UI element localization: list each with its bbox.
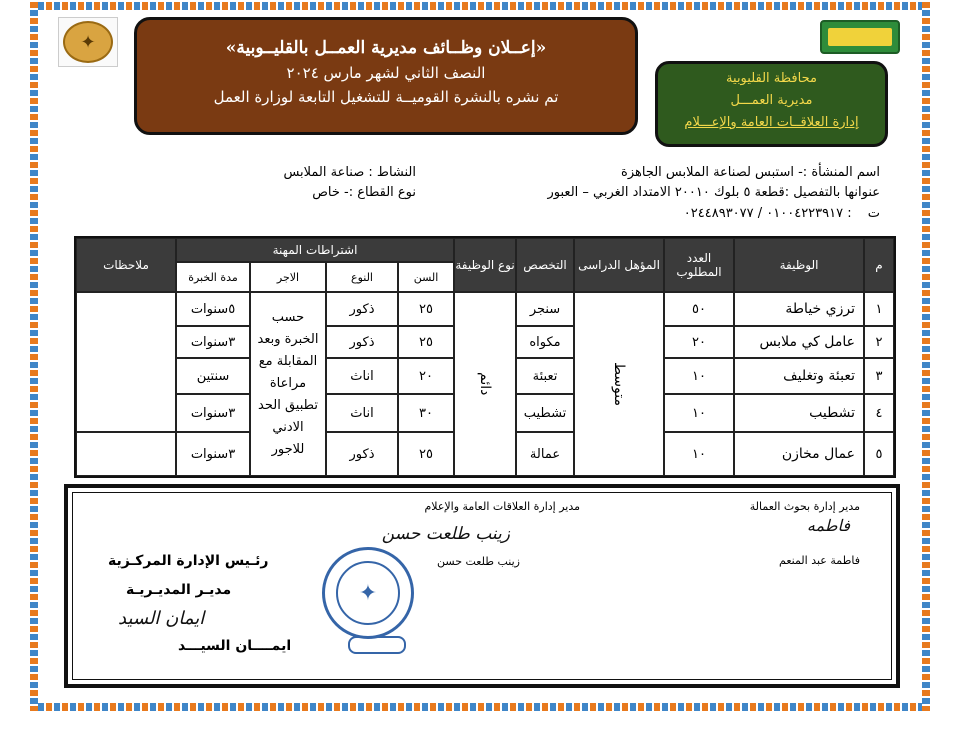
- qualification-merged: [574, 292, 664, 476]
- signature-left-hand: ايمان السيد: [118, 608, 205, 629]
- row-5-specialty: عمالة: [516, 432, 574, 476]
- row-1-count: ٥٠: [664, 292, 734, 326]
- row-1-age: ٢٥: [398, 292, 454, 326]
- governorate-logo-bar: [828, 28, 892, 46]
- row-4-index: ٤: [864, 394, 894, 432]
- signature-right-name: فاطمة عبد المنعم: [779, 554, 860, 567]
- header-specialty: التخصص: [516, 238, 574, 292]
- header-gender: النوع: [326, 262, 398, 292]
- row-3-specialty: تعبئة: [516, 358, 574, 394]
- header-experience: مدة الخبرة: [176, 262, 250, 292]
- header-age: السن: [398, 262, 454, 292]
- row-4-age: ٣٠: [398, 394, 454, 432]
- row-1-job: ترزي خياطة: [734, 292, 864, 326]
- notes-cell-lower: [76, 432, 176, 476]
- row-2-gender: ذكور: [326, 326, 398, 358]
- row-2-job: عامل كي ملابس: [734, 326, 864, 358]
- row-4-experience: ٣سنوات: [176, 394, 250, 432]
- official-stamp-small: [348, 636, 406, 654]
- company-address: عنوانها بالتفصيل :قطعة ٥ بلوك ٢٠٠١٠ الامتداد الغربي – العبور: [547, 185, 880, 200]
- row-5-count: ١٠: [664, 432, 734, 476]
- header-notes: ملاحظات: [76, 238, 176, 292]
- signature-right-title: مدير إدارة بحوث العمالة: [749, 500, 860, 513]
- banner-subtitle: النصف الثاني لشهر مارس ٢٠٢٤: [286, 64, 486, 82]
- company-name: اسم المنشأة :- استبس لصناعة الملابس الجاهزة: [621, 165, 880, 180]
- decorative-border-top: [30, 2, 930, 10]
- notes-cell-upper: [76, 292, 176, 432]
- announcement-banner: [134, 17, 638, 135]
- header-qualification: المؤهل الدراسى: [574, 238, 664, 292]
- row-5-experience: ٣سنوات: [176, 432, 250, 476]
- phone-label: ت: [867, 206, 880, 221]
- governorate-logo: [820, 20, 900, 54]
- company-activity: النشاط : صناعة الملابس: [283, 165, 416, 180]
- row-1-specialty: سنجر: [516, 292, 574, 326]
- company-sector: نوع القطاع :- خاص: [312, 185, 416, 200]
- signature-left-title-2: مديـر المديـريـة: [126, 582, 232, 598]
- qualification-merged-text: متوسط: [611, 362, 627, 406]
- salary-merged: حسب الخبرة وبعد المقابلة مع مراعاة تطبيق الحد الادني للاجور: [250, 292, 326, 476]
- banner-published-note: تم نشره بالنشرة القوميــة للتشغيل التابعة لوزارة العمل: [213, 88, 559, 106]
- eagle-seal-icon: ✦: [63, 21, 113, 63]
- company-phone-row: [684, 206, 880, 221]
- banner-title: «إعــلان وظــائف مديرية العمــل بالقليــوبية»: [225, 38, 547, 58]
- row-1-index: ١: [864, 292, 894, 326]
- header-index: م: [864, 238, 894, 292]
- row-3-count: ١٠: [664, 358, 734, 394]
- row-5-job: عمال مخازن: [734, 432, 864, 476]
- official-stamp: [322, 547, 414, 639]
- row-4-count: ١٠: [664, 394, 734, 432]
- row-4-specialty: تشطيب: [516, 394, 574, 432]
- ministry-logo: [58, 17, 118, 67]
- governorate-box: [655, 61, 888, 147]
- department-name: إدارة العلاقــات العامة والإعـــلام: [684, 115, 859, 130]
- row-5-gender: ذكور: [326, 432, 398, 476]
- row-2-specialty: مكواه: [516, 326, 574, 358]
- row-1-experience: ٥سنوات: [176, 292, 250, 326]
- decorative-border-left: [30, 2, 38, 711]
- governorate-name: محافظة القليوبية: [726, 71, 817, 86]
- signature-right-hand: فاطمه: [806, 516, 850, 535]
- header-requirements: اشتراطات المهنة: [176, 238, 454, 262]
- row-3-gender: اناث: [326, 358, 398, 394]
- header-job: الوظيفة: [734, 238, 864, 292]
- row-5-age: ٢٥: [398, 432, 454, 476]
- row-2-count: ٢٠: [664, 326, 734, 358]
- row-3-experience: سنتين: [176, 358, 250, 394]
- job-type-merged-text: دائم: [477, 372, 493, 396]
- signature-middle-title: مدير إدارة العلاقات العامة والإعلام: [424, 500, 580, 513]
- row-3-job: تعبئة وتغليف: [734, 358, 864, 394]
- row-4-job: تشطيب: [734, 394, 864, 432]
- decorative-border-bottom: [30, 703, 930, 711]
- phone-number: : ٠١٠٠٤٢٢٣٩١٧ / ٠٢٤٤٨٩٣٠٧٧: [683, 206, 852, 221]
- signature-left-name: ايمــــان السيـــد: [178, 638, 292, 654]
- signature-middle-hand: زينب طلعت حسن: [381, 524, 510, 544]
- signature-left-title-1: رئـيس الإدارة المركـزية: [108, 553, 269, 569]
- row-2-experience: ٣سنوات: [176, 326, 250, 358]
- row-1-gender: ذكور: [326, 292, 398, 326]
- stamp-eagle-icon: ✦: [336, 561, 400, 625]
- row-3-index: ٣: [864, 358, 894, 394]
- signature-middle-name: زينب طلعت حسن: [437, 555, 520, 568]
- header-count: العدد المطلوب: [664, 238, 734, 292]
- row-3-age: ٢٠: [398, 358, 454, 394]
- row-2-age: ٢٥: [398, 326, 454, 358]
- row-4-gender: اناث: [326, 394, 398, 432]
- job-type-merged: [454, 292, 516, 476]
- header-job-type: نوع الوظيفة: [454, 238, 516, 292]
- decorative-border-right: [922, 2, 930, 711]
- row-2-index: ٢: [864, 326, 894, 358]
- jobs-table: [74, 236, 896, 478]
- header-salary: الاجر: [250, 262, 326, 292]
- directorate-name: مديرية العمـــل: [730, 93, 813, 108]
- row-5-index: ٥: [864, 432, 894, 476]
